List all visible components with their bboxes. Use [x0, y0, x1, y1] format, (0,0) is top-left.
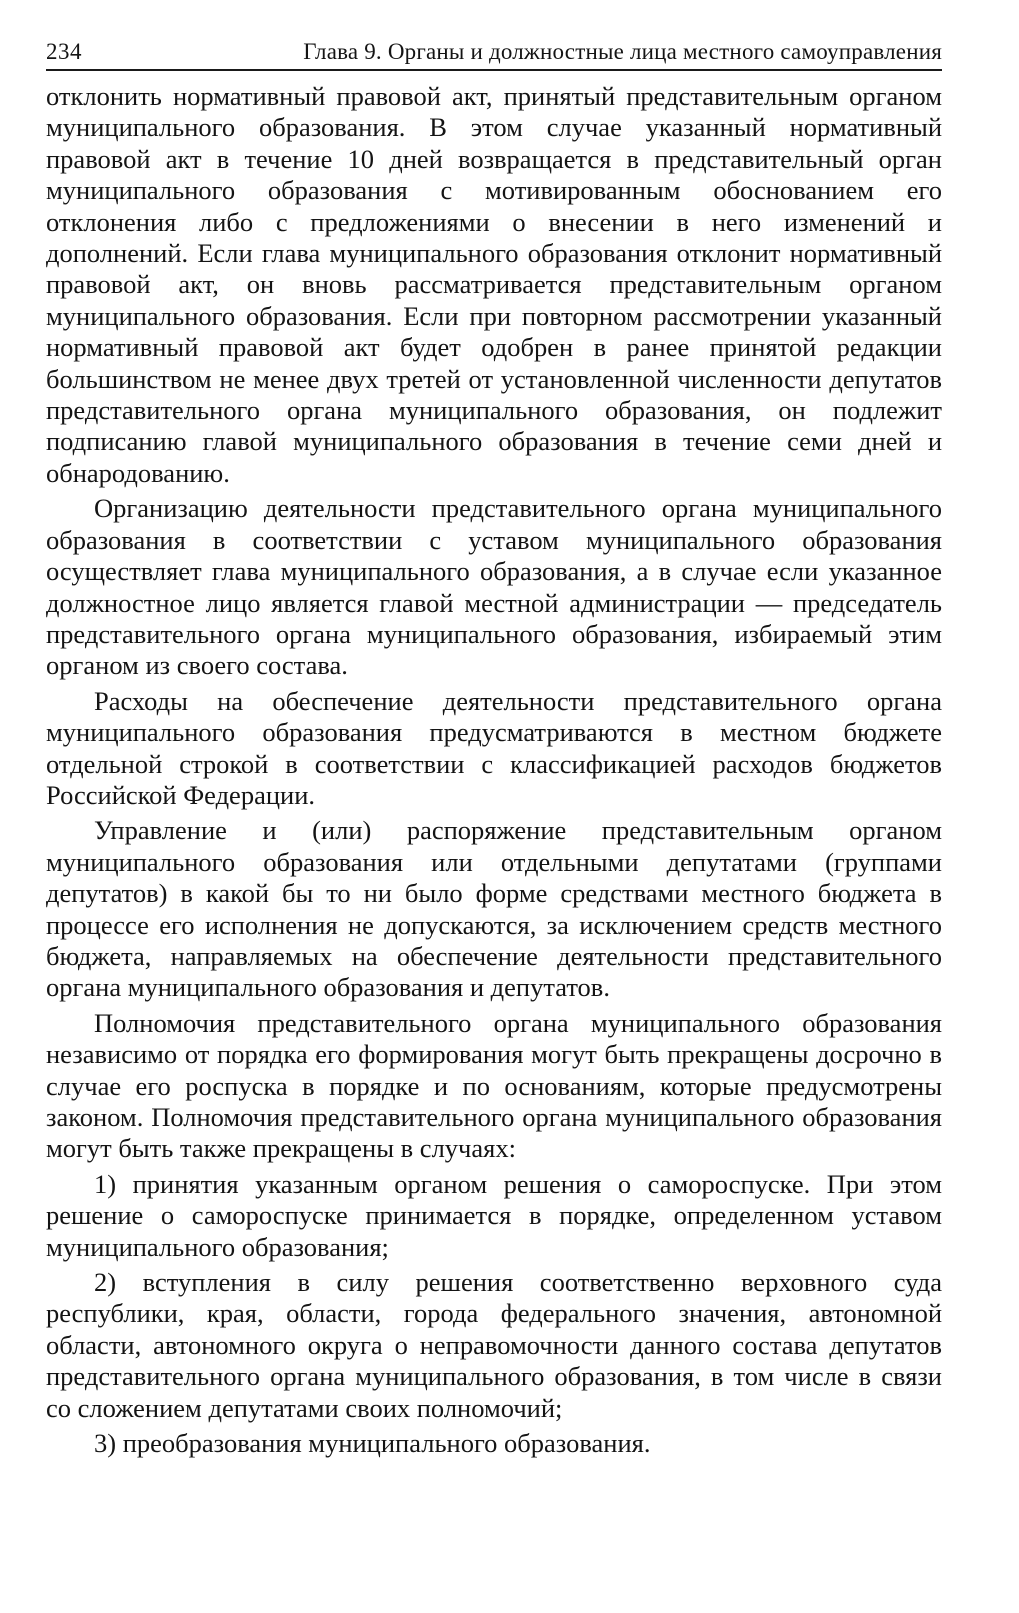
running-header [46, 38, 942, 71]
paragraph: Управление и (или) распоряжение представительным органом муниципального образования или отдельными депутатами (группами депутатов) в какой бы то ни было форме средствами местного бюджета в процессе его исполнения не допускаются, за исключением средств местного бюджета, направляемых на обеспечение деятельности представительного органа муниципального образования и депутатов. [46, 815, 942, 1003]
list-item: 1) принятия указанным органом решения о самороспуске. При этом решение о самороспуске принимается в порядке, определенном уставом муниципального образования; [46, 1168, 942, 1262]
book-page [46, 38, 942, 1463]
list-item: 3) преобразования муниципального образования. [94, 1428, 651, 1459]
body-text [46, 81, 942, 1459]
paragraph: Организацию деятельности представительного органа муниципального образования в соответствии с уставом муниципального образования осуществляет глава муниципального образования, а в случае если указанное должностное лицо является главой местной администрации — председатель представительного органа муниципального образования, избираемый этим органом из своего состава. [46, 493, 942, 681]
page-number: 234 [46, 39, 82, 64]
paragraph: Расходы на обеспечение деятельности представительного органа муниципального образования предусматриваются в местном бюджете отдельной строкой в соответствии с классификацией расходов бюджетов Российской Федерации. [46, 685, 942, 810]
list-item: 2) вступления в силу решения соответственно верховного суда республики, края, области, города федерального значения, автономной области, автономного округа о неправомочности данного состава депутатов представительного органа муниципального образования, в том числе в связи со сложением депутатами своих полномочий; [46, 1267, 942, 1423]
paragraph-continuation: отклонить нормативный правовой акт, принятый представительным органом муниципального образования. В этом случае указанный нормативный правовой акт в течение 10 дней возвращается в представительный орган муниципального образования с мотивированным обоснованием его отклонения либо с предложениями о внесении в него изменений и дополнений. Если глава муниципального образования отклонит нормативный правовой акт, он вновь рассматривается представительным органом муниципального образования. Если при повторном рассмотрении указанный нормативный правовой акт будет одобрен в ранее принятой редакции большинством не менее двух третей от установленной численности депутатов представительного органа муниципального образования, он подлежит подписанию главой муниципального образования в течение семи дней и обнародованию. [46, 81, 942, 488]
paragraph: Полномочия представительного органа муниципального образования независимо от порядка его формирования могут быть прекращены досрочно в случае его роспуска в порядке и по основаниям, которые предусмотрены законом. Полномочия представительного органа муниципального образования могут быть также прекращены в случаях: [46, 1007, 942, 1164]
chapter-title: Глава 9. Органы и должностные лица местного самоуправления [303, 39, 942, 64]
